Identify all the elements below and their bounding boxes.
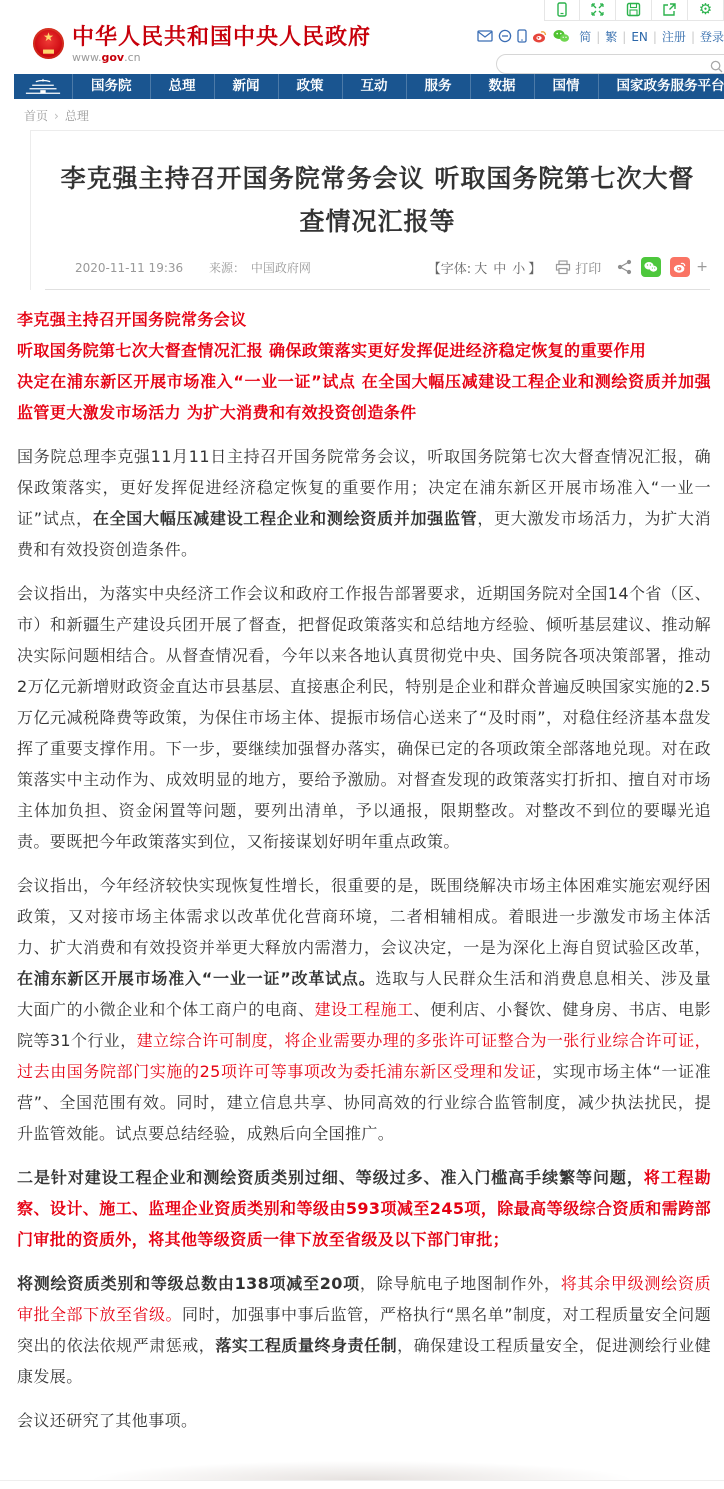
fullscreen-icon[interactable] <box>580 0 616 21</box>
header-quick-links <box>496 27 724 45</box>
breadcrumb-home[interactable]: 首页 <box>24 109 48 123</box>
article-paragraph <box>17 1162 711 1255</box>
content-bottom-shadow <box>0 1442 724 1480</box>
text-segment: 国务院总理李克强11月11日主持召开国务院常务会议，听取国务院第七次大督查情况汇报，确保政策落实，更好发挥促进经济稳定恢复的重要作用；决定在浦东新区开展市场准入“一业一证”试点， <box>17 447 711 528</box>
text-segment: 同时，加强事中事后监管，严格执行“黑名单”制度，对工程质量安全问题突出的依法依规严肃惩戒， <box>17 1305 711 1355</box>
article-paragraph <box>17 870 711 1149</box>
article-title: 李克强主持召开国务院常务会议 听取国务院第七次大督查情况汇报等 <box>45 157 710 243</box>
nav-item-policy[interactable]: 政策 <box>278 74 342 99</box>
nav-item-gov-service-platform[interactable]: 国家政务服务平台 <box>598 74 724 99</box>
search-box <box>496 54 724 74</box>
nav-item-data[interactable]: 数据 <box>470 74 534 99</box>
settings-gear-icon[interactable]: ⚙ <box>688 0 724 21</box>
article-meta-right <box>428 257 708 277</box>
site-title: 中华人民共和国中央人民政府 <box>72 24 371 51</box>
logo-text <box>72 24 371 65</box>
language-links <box>579 28 724 45</box>
search-input[interactable] <box>507 56 711 74</box>
article-meta <box>45 257 710 290</box>
text-segment: 二是针对建设工程企业和测绘资质类别过细、等级过多、准入门槛高手续繁等问题， <box>17 1168 644 1187</box>
more-share-button[interactable]: + <box>696 259 708 275</box>
publish-datetime: 2020-11-11 19:36 <box>75 261 183 275</box>
login-link[interactable]: 登录 <box>700 30 724 44</box>
text-segment: 将工程勘察、设计、施工、监理企业资质类别和等级由593项减至245项，除最高等级综合资质和需跨部门审批的资质外，将其他等级资质一律下放至省级及以下部门审批； <box>17 1168 711 1249</box>
breadcrumb-separator: › <box>54 109 59 123</box>
tiananmen-home-icon[interactable] <box>14 74 72 99</box>
article-paragraph <box>17 578 711 857</box>
site-header <box>0 22 724 74</box>
article-paragraph <box>17 304 711 428</box>
breadcrumb-current[interactable]: 总理 <box>65 109 89 123</box>
text-segment: 会议还研究了其他事项。 <box>17 1411 197 1430</box>
font-size-medium[interactable]: 中 <box>493 262 506 277</box>
text-segment: 建立综合许可制度，将企业需要办理的多张许可证整合为一张行业综合许可证，过去由国务院部门实施的25项许可等事项改为委托浦东新区受理和发证 <box>17 1031 711 1081</box>
top-utility-bar <box>0 0 724 22</box>
nav-item-state-council[interactable]: 国务院 <box>72 74 150 99</box>
nav-item-services[interactable]: 服务 <box>406 74 470 99</box>
register-link[interactable]: 注册 | <box>662 30 700 44</box>
wechat-icon[interactable] <box>553 29 570 43</box>
article-paragraph <box>17 441 711 565</box>
text-segment: ，确保建设工程质量安全，促进测绘行业健康发展。 <box>17 1336 711 1386</box>
font-size-control: 【字体: 大 中 小 】 <box>428 258 541 277</box>
nav-item-premier[interactable]: 总理 <box>150 74 214 99</box>
article-body <box>17 304 711 1436</box>
header-right <box>496 27 724 74</box>
print-label: 打印 <box>575 258 601 277</box>
share-nodes-icon[interactable] <box>617 259 632 275</box>
weibo-icon[interactable] <box>532 29 548 43</box>
text-segment: 、便利店、小餐饮、健身房、书店、电影院等31个行业， <box>17 1000 711 1050</box>
national-emblem-icon: ★ ▄▄ <box>33 28 64 59</box>
font-size-large[interactable]: 大 <box>474 262 487 277</box>
main-nav <box>14 74 724 99</box>
mail-icon[interactable] <box>477 30 493 42</box>
search-icon[interactable] <box>710 58 723 77</box>
text-segment: 在浦东新区开展市场准入“一业一证”改革试点。 <box>17 969 376 988</box>
site-logo[interactable] <box>33 24 371 65</box>
text-segment: ，更大激发市场活力，为扩大消费和有效投资创造条件。 <box>17 509 711 559</box>
save-icon[interactable] <box>616 0 652 21</box>
article-paragraph <box>17 1405 711 1436</box>
article-paragraph <box>17 1268 711 1392</box>
text-segment: 李克强主持召开国务院常务会议 <box>17 310 247 329</box>
lang-english[interactable]: EN | <box>631 30 662 44</box>
print-button[interactable] <box>555 258 601 277</box>
text-segment: 会议指出，今年经济较快实现恢复性增长，很重要的是，既围绕解决市场主体困难实施宏观纾困政策，又对接市场主体需求以改革优化营商环境，二者相辅相成。着眼进一步激发市场主体活力、扩大消费和有效投资并举更大释放内需潜力，会议决定，一是为深化上海自贸试验区改革， <box>17 876 711 957</box>
breadcrumb <box>24 107 724 124</box>
text-segment: 听取国务院第七次大督查情况汇报 确保政策落实更好发挥促进经济稳定恢复的重要作用 <box>17 341 646 360</box>
font-size-small[interactable]: 小 <box>512 262 525 277</box>
text-segment: 落实工程质量终身责任制 <box>215 1336 397 1355</box>
mobile-version-icon[interactable] <box>544 0 580 21</box>
weibo-share-icon[interactable] <box>670 257 690 277</box>
source-label: 来源： <box>209 261 245 275</box>
text-segment: ，除导航电子地图制作外， <box>360 1274 561 1293</box>
printer-icon <box>555 260 571 275</box>
site-url: www.gov.cn <box>72 51 371 65</box>
lang-simplified[interactable]: 简 | <box>579 30 605 44</box>
text-segment: 选取与人民群众生活和消费息息相关、涉及量大面广的小微企业和个体工商户的电商、 <box>17 969 711 1019</box>
wechat-share-icon[interactable] <box>641 257 661 277</box>
text-segment: 将其余甲级测绘资质审批全部下放至省级。 <box>17 1274 711 1324</box>
nav-item-national-conditions[interactable]: 国情 <box>534 74 598 99</box>
mobile-icon[interactable] <box>517 29 527 43</box>
text-segment: 在全国大幅压减建设工程企业和测绘资质并加强监管 <box>93 509 477 528</box>
text-segment: ，实现市场主体“一证准营”、全国范围有效。同时，建立信息共享、协同高效的行业综合监管制度，减少执法扰民，提升监管效能。试点要总结经验，成熟后向全国推广。 <box>17 1062 711 1143</box>
accessibility-icon[interactable] <box>498 29 512 43</box>
source-name[interactable]: 中国政府网 <box>251 261 311 275</box>
article-header-panel <box>30 130 724 290</box>
text-segment: 决定在浦东新区开展市场准入“一业一证”试点 在全国大幅压减建设工程企业和测绘资质并加强监管更大激发市场活力 为扩大消费和有效投资创造条件 <box>17 372 711 422</box>
lang-traditional[interactable]: 繁 | <box>605 30 631 44</box>
nav-item-news[interactable]: 新闻 <box>214 74 278 99</box>
text-segment: 建设工程施工 <box>314 1000 413 1019</box>
share-out-icon[interactable] <box>652 0 688 21</box>
text-segment: 将测绘资质类别和等级总数由138项减至20项 <box>17 1274 360 1293</box>
nav-item-interaction[interactable]: 互动 <box>342 74 406 99</box>
text-segment: 会议指出，为落实中央经济工作会议和政府工作报告部署要求，近期国务院对全国14个省（区、市）和新疆生产建设兵团开展了督查，把督促政策落实和总结地方经验、倾听基层建议、推动解决实际问题相结合。从督查情况看，今年以来各地认真贯彻党中央、国务院各项决策部署，推动2万亿元新增财政资金直达市县基层、直接惠企利民，特别是企业和群众普遍反映国家实施的2.5万亿元减税降费等政策，为保住市场主体、提振市场信心送来了“及时雨”，对稳住经济基本盘发挥了重要支撑作用。下一步，要继续加强督办落实，确保已定的各项政策全部落地兑现。对在政策落实中主动作为、成效明显的地方，要给予激励。对督查发现的政策落实打折扣、擅自对市场主体加负担、资金闲置等问题，要列出清单，予以通报，限期整改。对整改不到位的要曝光追责。要既把今年政策落实到位，又衔接谋划好明年重点政策。 <box>17 584 711 851</box>
page-bottom-edge <box>0 1480 724 1489</box>
article-meta-left <box>75 259 311 276</box>
